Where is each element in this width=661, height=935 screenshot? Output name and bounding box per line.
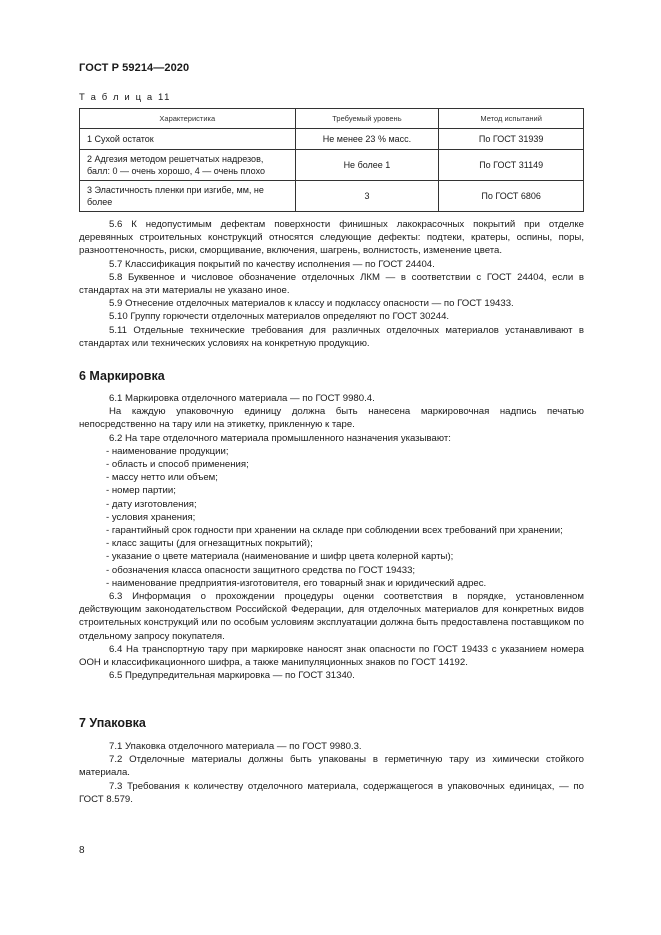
table-header-row [80,109,584,129]
paragraph: 5.7 Классификация покрытий по качеству исполнения — по ГОСТ 24404. [109,258,435,270]
paragraph: 7.1 Упаковка отделочного материала — по ГОСТ 9980.3. [109,741,362,752]
requirements-table [79,108,584,212]
table-header-cell: Характеристика [80,109,296,129]
paragraph: 7.2 Отделочные материалы должны быть упакованы в герметичную тару из химически стойкого материала. [79,754,584,779]
paragraph: 6.2 На таре отделочного материала промышленного назначения указывают: [109,432,451,444]
section-6-title: 6 Маркировка [79,369,165,383]
list-item: - массу нетто или объем; [106,472,218,484]
paragraph: 5.9 Отнесение отделочных материалов к классу и подклассу опасности — по ГОСТ 19433. [109,298,514,310]
paragraph: 7.3 Требования к количеству отделочного материала, содержащегося в упаковочных единицах, — по ГОСТ 8.579. [79,780,584,805]
table-header-cell: Метод испытаний [439,109,584,129]
paragraph: 6.1 Маркировка отделочного материала — по ГОСТ 9980.4. [109,393,375,404]
table-cell: 3 Эластичность пленки при изгибе, мм, не более [80,181,296,212]
table-cell: По ГОСТ 6806 [439,181,584,212]
table-cell: По ГОСТ 31149 [439,150,584,181]
list-item: - наименование продукции; [106,445,229,457]
paragraph: На каждую упаковочную единицу должна быть нанесена маркировочная надпись печатью непосредственно на тару или на этикетку, прикленную к таре. [79,406,584,431]
paragraph: 5.11 Отдельные технические требования для различных отделочных материалов устанавливают в стандартах или технических условиях на конкретную продукцию. [79,324,584,349]
section-7-title: 7 Упаковка [79,716,146,730]
section-5-body [79,218,584,350]
table-row [80,150,584,181]
list-item: - наименование предприятия-изготовителя, его товарный знак и юридический адрес. [106,577,487,589]
table-cell: 1 Сухой остаток [80,129,296,150]
list-item: - дату изготовления; [106,498,197,510]
table-cell: 3 [295,181,439,212]
table-row [80,129,584,150]
table-cell: Не более 1 [295,150,439,181]
table-cell: По ГОСТ 31939 [439,129,584,150]
paragraph: 5.10 Группу горючести отделочных материалов определяют по ГОСТ 30244. [109,311,450,323]
table-caption: Т а б л и ц а 11 [79,92,172,103]
list-item: - номер партии; [106,485,176,497]
paragraph: 5.8 Буквенное и числовое обозначение отделочных ЛКМ — в соответствии с ГОСТ 24404, если в стандартах на эти материалы не указано иное. [79,271,584,297]
list-item: - обозначения класса опасности защитного средства по ГОСТ 19433; [106,564,416,576]
table-cell: Не менее 23 % масс. [295,129,439,150]
list-item: - указание о цвете материала (наименование и шифр цвета колерной карты); [106,551,454,563]
list-item: - условия хранения; [106,511,196,523]
section-7-body [79,740,584,806]
list-item: - область и способ применения; [106,459,249,471]
paragraph: 6.5 Предупредительная маркировка — по ГОСТ 31340. [109,670,355,682]
paragraph: 5.6 К недопустимым дефектам поверхности финишных лакокрасочных покрытий при отделке деревянных строительных конструкций относятся следующие дефекты: подтеки, кратеры, оспины, поры, разнооттеночность, риски, сморщивание, включения, шагрень, волнистость, изменение цвета. [79,219,584,257]
page-number: 8 [79,845,85,856]
table-header-cell: Требуемый уровень [295,109,439,129]
section-6-body [79,392,584,682]
table-cell: 2 Адгезия методом решетчатых надрезов, балл: 0 — очень хорошо, 4 — очень плохо [80,150,296,181]
paragraph: 6.3 Информация о прохождении процедуры оценки соответствия в порядке, установленном действующим законодательством Российской Федерации, для отделочных материалов для конкретных видов строительных конструкций или по особым условиям эксплуатации должна быть предоставлена поставщиком по отдельному запросу покупателя. [79,591,584,642]
paragraph: 6.4 На транспортную тару при маркировке наносят знак опасности по ГОСТ 19433 с указанием номера ООН и классификационного шифра, а также манипуляционных знаков по ГОСТ 14192. [79,643,584,669]
document-header: ГОСТ Р 59214—2020 [79,62,190,74]
list-item: - гарантийный срок годности при хранении на складе при соблюдении всех требований при хранении; [106,525,563,537]
list-item: - класс защиты (для огнезащитных покрытий); [106,538,313,550]
table-row [80,181,584,212]
